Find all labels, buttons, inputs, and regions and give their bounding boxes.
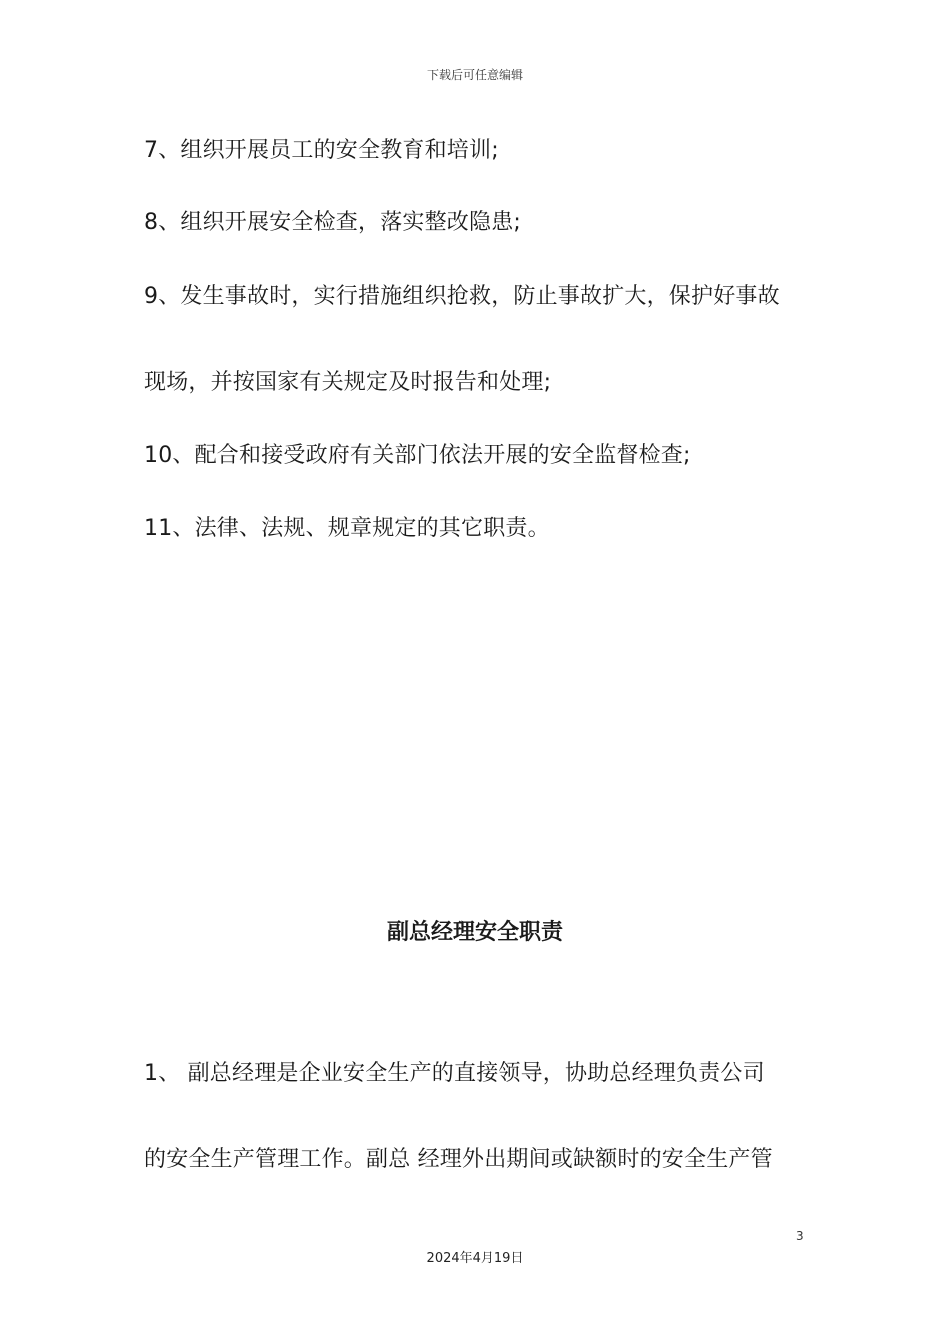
duty-item-7: 7、组织开展员工的安全教育和培训; [144, 138, 499, 163]
duty-item-10: 10、配合和接受政府有关部门依法开展的安全监督检查; [144, 443, 691, 468]
footer-date: 2024年4月19日 [426, 1251, 524, 1266]
duty-item-9-line-1: 9、发生事故时，实行措施组织抢救，防止事故扩大，保护好事故 [144, 284, 780, 309]
duty-item-8: 8、组织开展安全检查，落实整改隐患; [144, 210, 522, 235]
section-title: 副总经理安全职责 [386, 920, 563, 945]
header-note: 下载后可任意编辑 [426, 68, 523, 82]
duty-item-11: 11、法律、法规、规章规定的其它职责。 [144, 516, 550, 541]
section-paragraph-line-1: 1、 副总经理是企业安全生产的直接领导，协助总经理负责公司 [144, 1061, 765, 1086]
section-paragraph-line-2: 的安全生产管理工作。副总 经理外出期间或缺额时的安全生产管 [144, 1147, 773, 1172]
page-number: 3 [796, 1229, 804, 1243]
duty-item-9-line-2: 现场，并按国家有关规定及时报告和处理; [144, 370, 552, 395]
